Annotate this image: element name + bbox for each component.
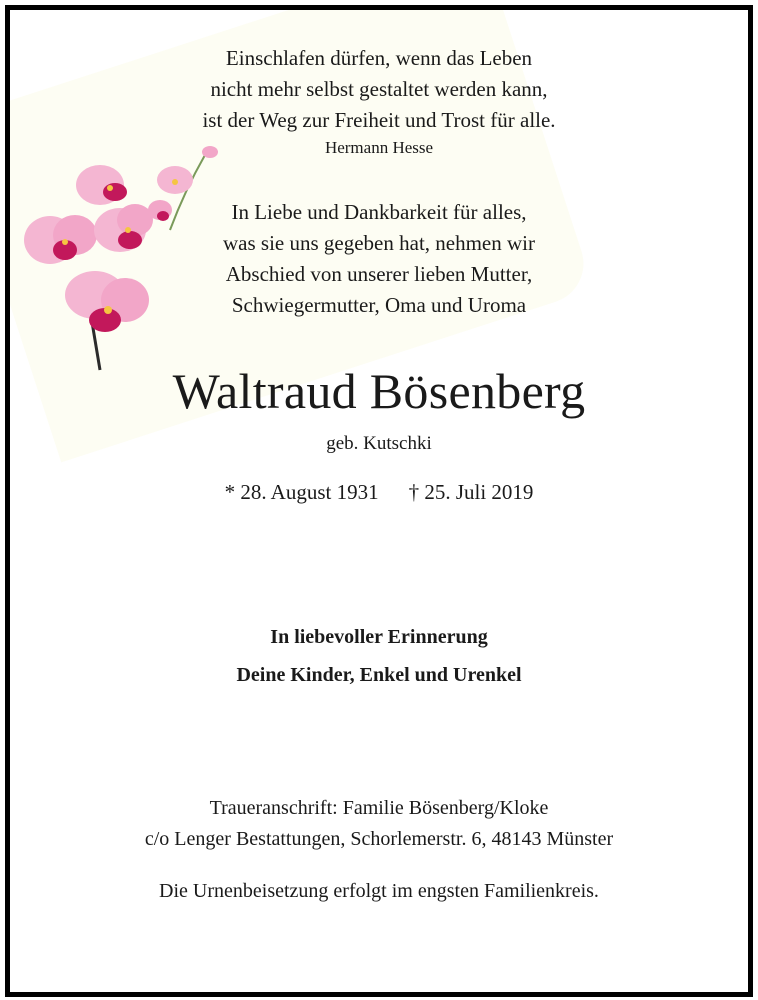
- maiden-name: geb. Kutschki: [326, 433, 432, 454]
- quote-line: Einschlafen dürfen, wenn das Leben: [225, 46, 533, 70]
- farewell-line: In Liebe und Dankbarkeit für alles,: [231, 200, 527, 224]
- burial-note: Die Urnenbeisetzung erfolgt im engsten Familienkreis.: [159, 880, 599, 902]
- address-line: c/o Lenger Bestattungen, Schorlemerstr. 6, 48143 Münster: [144, 828, 614, 850]
- memory-line: In liebevoller Erinnerung: [270, 626, 488, 648]
- quote-line: nicht mehr selbst gestaltet werden kann,: [210, 77, 548, 101]
- obituary-frame: [5, 5, 753, 997]
- farewell-line: Schwiegermutter, Oma und Uroma: [231, 293, 527, 317]
- birth-date: * 28. August 1931: [224, 480, 379, 504]
- deceased-name: Waltraud Bösenberg: [172, 363, 586, 419]
- memory-signature: [10, 618, 748, 694]
- life-dates: [10, 480, 748, 505]
- quote-author: Hermann Hesse: [324, 138, 434, 157]
- farewell-text: [10, 197, 748, 321]
- quote-line: ist der Weg zur Freiheit und Trost für alle.: [202, 108, 556, 132]
- condolence-address: [10, 793, 748, 855]
- memory-line: Deine Kinder, Enkel und Urenkel: [236, 664, 522, 686]
- farewell-line: was sie uns gegeben hat, nehmen wir: [223, 231, 535, 255]
- hesse-quote: [10, 43, 748, 136]
- death-date: † 25. Juli 2019: [408, 480, 534, 504]
- address-line: Traueranschrift: Familie Bösenberg/Kloke: [209, 797, 549, 819]
- farewell-line: Abschied von unserer lieben Mutter,: [225, 262, 533, 286]
